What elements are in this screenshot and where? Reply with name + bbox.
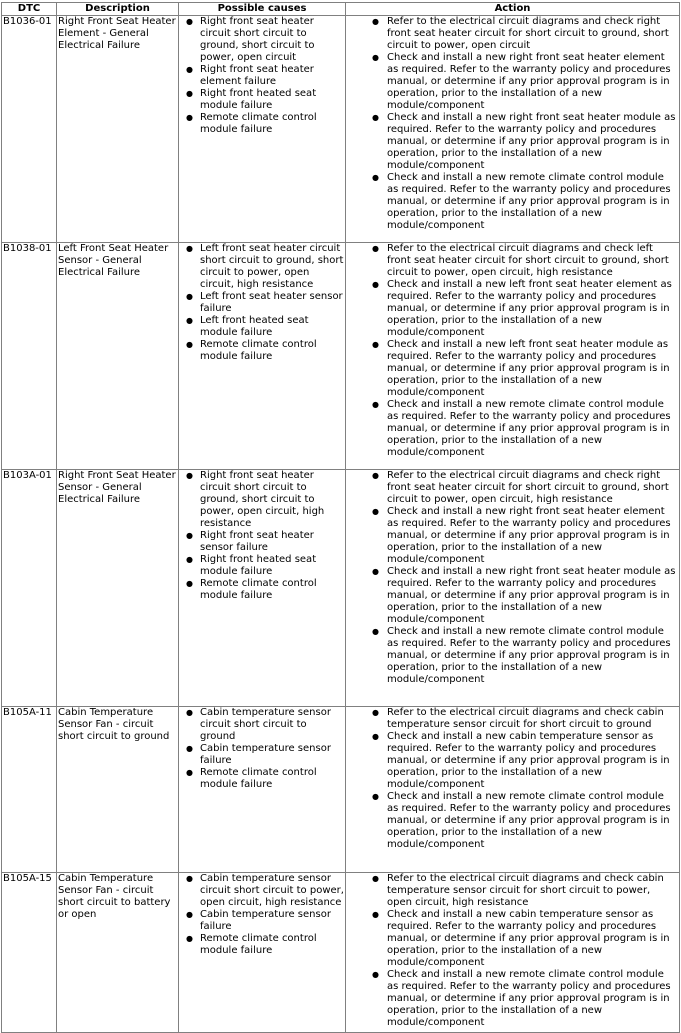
possible-causes-list (180, 243, 344, 363)
action-item: ● Check and install a new left front seat heater module as required. Refer to the warranty policy and procedures manual, or determine if any prior approval program is in operation, prior to the installation of a new module/component (387, 339, 678, 399)
action-cell (346, 243, 680, 470)
action-item: ● Refer to the electrical circuit diagrams and check right front seat heater circuit for short circuit to ground, short circuit to power, open circuit (387, 16, 678, 52)
possible-cause-item: ● Right front heated seat module failure (200, 554, 344, 578)
action-item: ● Refer to the electrical circuit diagrams and check cabin temperature sensor circuit for short circuit to ground (387, 707, 678, 731)
possible-cause-item: ● Remote climate control module failure (200, 767, 344, 791)
dtc-description: Cabin Temperature Sensor Fan - circuit short circuit to battery or open (57, 873, 179, 1033)
action-item: ● Check and install a new remote climate control module as required. Refer to the warranty policy and procedures manual, or determine if any prior approval program is in operation, prior to the installation of a new module/component (387, 172, 678, 232)
dtc-description: Right Front Seat Heater Sensor - General Electrical Failure (57, 470, 179, 707)
header-possible-causes: Possible causes (179, 3, 346, 16)
action-item: ● Check and install a new remote climate control module as required. Refer to the warranty policy and procedures manual, or determine if any prior approval program is in operation, prior to the installation of a new module/component (387, 791, 678, 851)
action-item: ● Check and install a new left front seat heater element as required. Refer to the warranty policy and procedures manual, or determine if any prior approval program is in operation, prior to the installation of a new module/component (387, 279, 678, 339)
dtc-table (1, 2, 680, 1033)
possible-cause-item: ● Remote climate control module failure (200, 933, 344, 957)
action-cell (346, 707, 680, 873)
dtc-code: B1038-01 (2, 243, 57, 470)
action-item: ● Check and install a new cabin temperature sensor as required. Refer to the warranty policy and procedures manual, or determine if any prior approval program is in operation, prior to the installation of a new module/component (387, 909, 678, 969)
dtc-code: B1036-01 (2, 16, 57, 243)
dtc-code: B105A-15 (2, 873, 57, 1033)
action-list (347, 873, 678, 1029)
action-item: ● Check and install a new right front seat heater element as required. Refer to the warranty policy and procedures manual, or determine if any prior approval program is in operation, prior to the installation of a new module/component (387, 52, 678, 112)
possible-causes-cell (179, 873, 346, 1033)
action-item: ● Refer to the electrical circuit diagrams and check right front seat heater circuit for short circuit to ground, short circuit to power, open circuit, high resistance (387, 470, 678, 506)
possible-cause-item: ● Right front seat heater element failure (200, 64, 344, 88)
action-cell (346, 470, 680, 707)
action-item: ● Check and install a new remote climate control module as required. Refer to the warranty policy and procedures manual, or determine if any prior approval program is in operation, prior to the installation of a new module/component (387, 969, 678, 1029)
possible-cause-item: ● Cabin temperature sensor circuit short circuit to power, open circuit, high resistance (200, 873, 344, 909)
possible-cause-item: ● Left front heated seat module failure (200, 315, 344, 339)
action-list (347, 470, 678, 686)
table-row (2, 873, 680, 1033)
header-row (2, 3, 680, 16)
possible-cause-item: ● Cabin temperature sensor failure (200, 909, 344, 933)
action-list (347, 16, 678, 232)
table-row (2, 16, 680, 243)
possible-cause-item: ● Left front seat heater sensor failure (200, 291, 344, 315)
action-cell (346, 16, 680, 243)
action-item: ● Check and install a new cabin temperature sensor as required. Refer to the warranty policy and procedures manual, or determine if any prior approval program is in operation, prior to the installation of a new module/component (387, 731, 678, 791)
possible-cause-item: ● Cabin temperature sensor failure (200, 743, 344, 767)
dtc-description: Right Front Seat Heater Element - General Electrical Failure (57, 16, 179, 243)
possible-cause-item: ● Remote climate control module failure (200, 339, 344, 363)
header-action: Action (346, 3, 680, 16)
possible-causes-list (180, 873, 344, 957)
table-row (2, 707, 680, 873)
possible-cause-item: ● Right front heated seat module failure (200, 88, 344, 112)
possible-cause-item: ● Cabin temperature sensor circuit short circuit to ground (200, 707, 344, 743)
possible-cause-item: ● Right front seat heater circuit short circuit to ground, short circuit to power, open circuit (200, 16, 344, 64)
dtc-description: Cabin Temperature Sensor Fan - circuit short circuit to ground (57, 707, 179, 873)
action-list (347, 243, 678, 459)
possible-causes-list (180, 707, 344, 791)
possible-causes-list (180, 16, 344, 136)
dtc-code: B105A-11 (2, 707, 57, 873)
action-item: ● Check and install a new remote climate control module as required. Refer to the warranty policy and procedures manual, or determine if any prior approval program is in operation, prior to the installation of a new module/component (387, 626, 678, 686)
possible-cause-item: ● Right front seat heater circuit short circuit to ground, short circuit to power, open circuit, high resistance (200, 470, 344, 530)
action-item: ● Check and install a new right front seat heater element as required. Refer to the warranty policy and procedures manual, or determine if any prior approval program is in operation, prior to the installation of a new module/component (387, 506, 678, 566)
possible-causes-cell (179, 470, 346, 707)
action-item: ● Check and install a new remote climate control module as required. Refer to the warranty policy and procedures manual, or determine if any prior approval program is in operation, prior to the installation of a new module/component (387, 399, 678, 459)
action-item: ● Refer to the electrical circuit diagrams and check cabin temperature sensor circuit for short circuit to power, open circuit, high resistance (387, 873, 678, 909)
table-row (2, 243, 680, 470)
possible-cause-item: ● Remote climate control module failure (200, 112, 344, 136)
possible-causes-cell (179, 16, 346, 243)
action-item: ● Refer to the electrical circuit diagrams and check left front seat heater circuit for short circuit to ground, short circuit to power, open circuit, high resistance (387, 243, 678, 279)
action-item: ● Check and install a new right front seat heater module as required. Refer to the warranty policy and procedures manual, or determine if any prior approval program is in operation, prior to the installation of a new module/component (387, 566, 678, 626)
table-row (2, 470, 680, 707)
action-item: ● Check and install a new right front seat heater module as required. Refer to the warranty policy and procedures manual, or determine if any prior approval program is in operation, prior to the installation of a new module/component (387, 112, 678, 172)
possible-cause-item: ● Left front seat heater circuit short circuit to ground, short circuit to power, open circuit, high resistance (200, 243, 344, 291)
possible-cause-item: ● Right front seat heater sensor failure (200, 530, 344, 554)
action-list (347, 707, 678, 851)
dtc-description: Left Front Seat Heater Sensor - General Electrical Failure (57, 243, 179, 470)
possible-cause-item: ● Remote climate control module failure (200, 578, 344, 602)
possible-causes-cell (179, 243, 346, 470)
dtc-code: B103A-01 (2, 470, 57, 707)
table-body (2, 16, 680, 1033)
header-description: Description (57, 3, 179, 16)
header-dtc: DTC (2, 3, 57, 16)
possible-causes-cell (179, 707, 346, 873)
possible-causes-list (180, 470, 344, 602)
action-cell (346, 873, 680, 1033)
